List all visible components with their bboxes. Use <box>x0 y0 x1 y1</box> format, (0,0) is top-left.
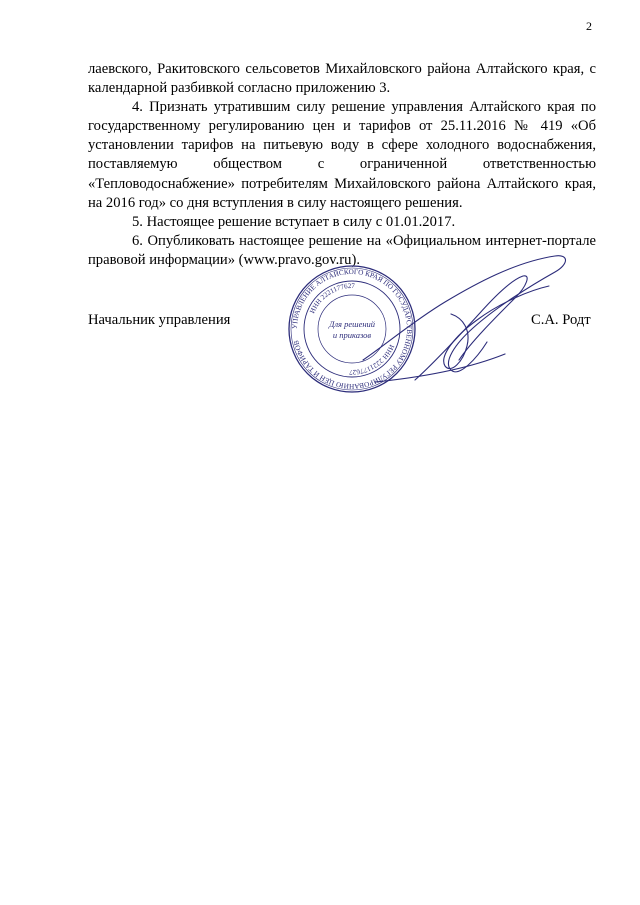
seal-center-line-2: и приказов <box>332 330 372 340</box>
seal-inn-text-2: ИНН 2221177627 <box>349 343 396 377</box>
seal-outer-text: УПРАВЛЕНИЕ АЛТАЙСКОГО КРАЯ ПО ГОСУДАРСТВЕННОМУ РЕГУЛИРОВАНИЮ ЦЕН И ТАРИФОВ <box>290 267 414 391</box>
seal-inn-text-1: ИНН 2221177627 <box>308 281 355 315</box>
paragraph-continuation: лаевского, Ракитовского сельсоветов Михайловского района Алтайского края, с календарной разбивкой согласно приложению 3. <box>88 61 596 97</box>
paragraph-item-5: 5. Настоящее решение вступает в силу с 01.01.2017. <box>132 213 456 230</box>
document-body <box>88 60 596 270</box>
paragraph-item-6: 6. Опубликовать настоящее решение на «Официальном интернет-портале правовой информации» (www.pravo.gov.ru). <box>88 232 596 268</box>
handwritten-signature <box>355 250 575 390</box>
page-number: 2 <box>586 19 592 33</box>
signatory-position: Начальник управления <box>88 312 231 328</box>
seal-center-line-1: Для решений <box>328 319 376 329</box>
paragraph-item-4: 4. Признать утратившим силу решение управления Алтайского края по государственному регулированию цен и тарифов от 25.11.2016 № 419 «Об установлении тарифов на питьевую воду в сфере холодного водоснабжения, поставляемую обществом с ограниченной ответственностью «Тепловодоснабжение» потребителям Михайловского района Алтайского края, на 2016 год» со дня вступления в силу настоящего решения. <box>88 99 596 211</box>
signatory-name: С.А. Родт <box>531 312 591 328</box>
